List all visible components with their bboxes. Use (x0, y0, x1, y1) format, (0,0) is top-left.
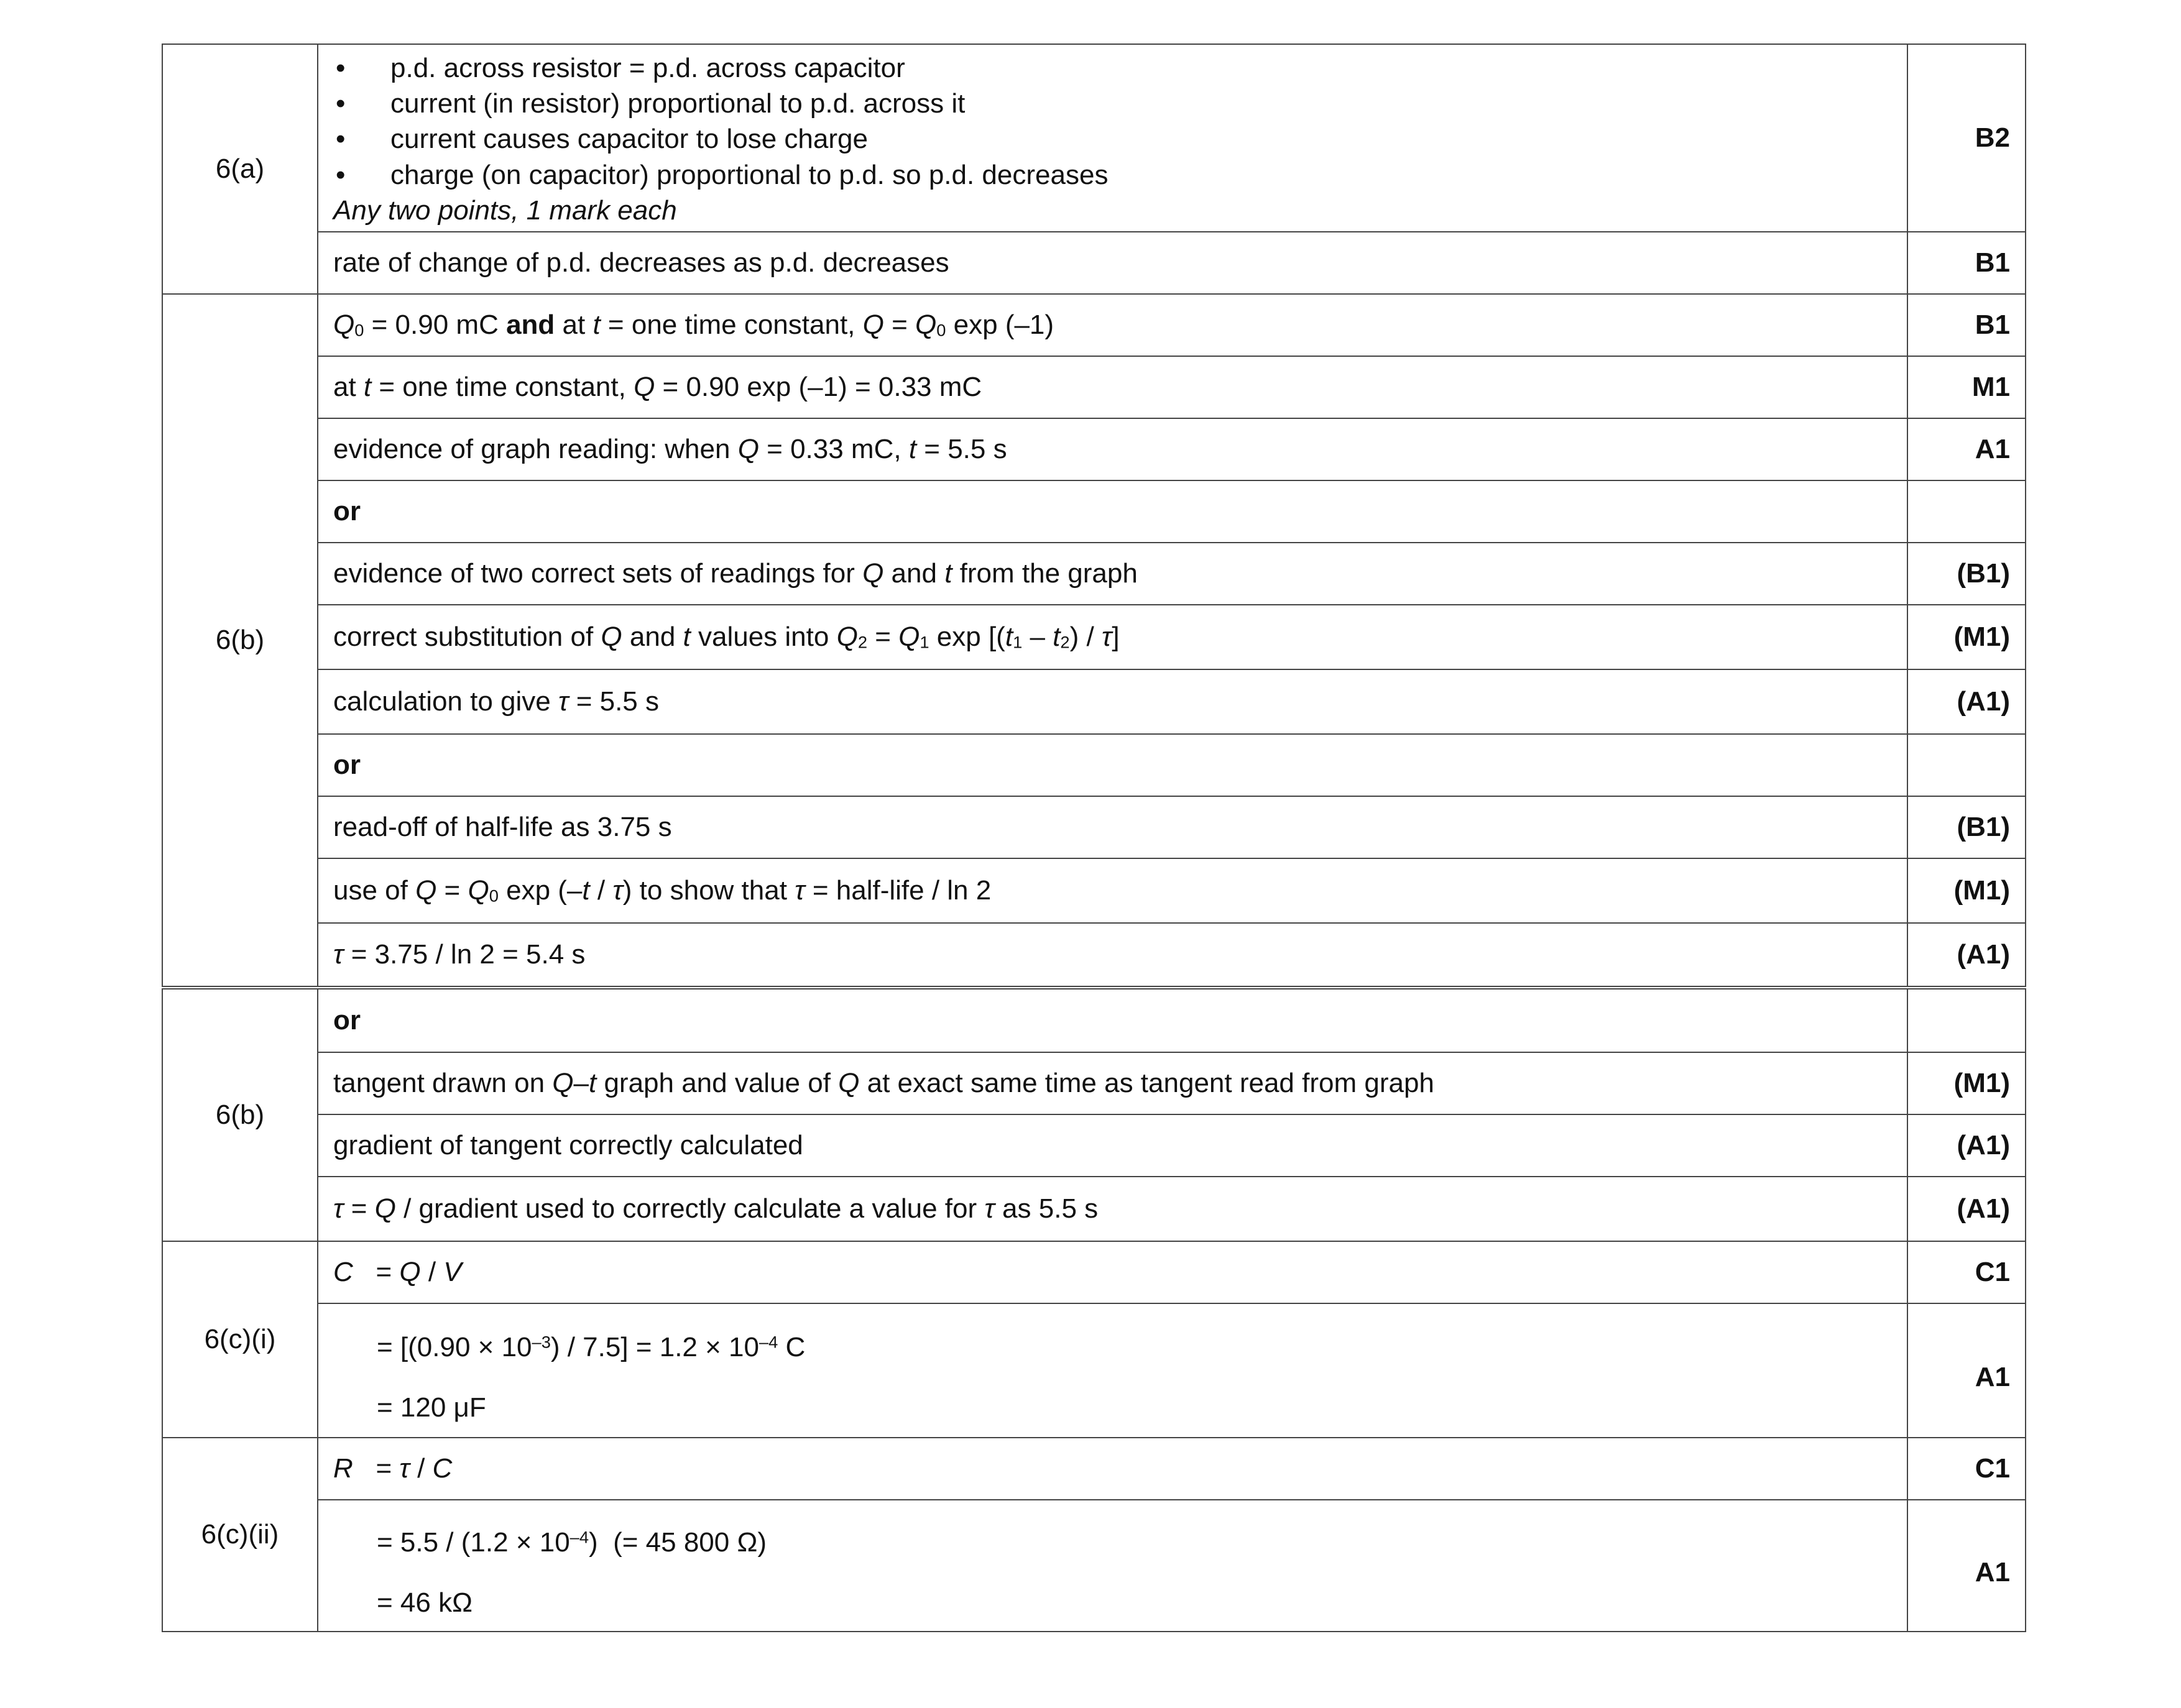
table-row (162, 858, 2026, 923)
table-row (162, 988, 2026, 1052)
answer-cell: at t = one time constant, Q = 0.90 exp (–1) = 0.33 mC (318, 356, 1907, 418)
mark-cell: (A1) (1907, 923, 2026, 988)
mark-cell: A1 (1907, 1500, 2026, 1632)
mark-cell: (M1) (1907, 858, 2026, 923)
mark-cell: (B1) (1907, 796, 2026, 858)
answer-cell: $Q_0 = 0.90$ mC and at t = one time constant, $Q = Q_0$ exp (–1) (318, 294, 1907, 356)
or-separator: or (318, 480, 1907, 543)
table-row (162, 44, 2026, 232)
mark-cell: M1 (1907, 356, 2026, 418)
answer-cell (318, 44, 1907, 232)
or-separator: or (318, 734, 1907, 796)
mark-cell: B1 (1907, 294, 2026, 356)
answer-cell: correct substitution of Q and t values into $Q_2 = Q_1$ $\exp [(t_1 - t_2) / \tau]$ (318, 605, 1907, 669)
answer-cell: C = Q / V (318, 1241, 1907, 1303)
table-row (162, 1500, 2026, 1632)
table-row (162, 669, 2026, 734)
mark-cell: C1 (1907, 1241, 2026, 1303)
answer-cell: read-off of half-life as 3.75 s (318, 796, 1907, 858)
mark-cell: B1 (1907, 232, 2026, 294)
table-row (162, 543, 2026, 605)
mark-cell: (A1) (1907, 669, 2026, 734)
answer-cell: evidence of two correct sets of readings for Q and t from the graph (318, 543, 1907, 605)
answer-cell: gradient of tangent correctly calculated (318, 1114, 1907, 1177)
table-row (162, 1303, 2026, 1438)
table-row (162, 480, 2026, 543)
mark-cell: B2 (1907, 44, 2026, 232)
table-row (162, 418, 2026, 480)
table-row (162, 1052, 2026, 1114)
answer-cell: tangent drawn on Q–t graph and value of Q at exact same time as tangent read from graph (318, 1052, 1907, 1114)
answer-cell: use of $Q = Q_0$ exp (–t / τ) to show that τ = half-life / ln 2 (318, 858, 1907, 923)
bullet-point: • charge (on capacitor) proportional to p.d. so p.d. decreases (336, 159, 1109, 190)
answer-cell: rate of change of p.d. decreases as p.d. decreases (318, 232, 1907, 294)
bullet-point: • current causes capacitor to lose charge (336, 124, 868, 155)
answer-cell: calculation to give τ = 5.5 s (318, 669, 1907, 734)
table-row (162, 923, 2026, 988)
bullet-point: • p.d. across resistor = p.d. across capacitor (336, 53, 905, 84)
mark-cell: A1 (1907, 1303, 2026, 1438)
answer-cell: R = τ / C (318, 1438, 1907, 1500)
question-number: 6(c)(i) (162, 1241, 318, 1438)
mark-cell: (B1) (1907, 543, 2026, 605)
table-row (162, 1177, 2026, 1241)
question-number: 6(c)(ii) (162, 1438, 318, 1632)
mark-cell: (A1) (1907, 1177, 2026, 1241)
table-row (162, 1438, 2026, 1500)
answer-cell: τ = 3.75 / ln 2 = 5.4 s (318, 923, 1907, 988)
table-row (162, 796, 2026, 858)
table-row (162, 734, 2026, 796)
mark-cell (1907, 480, 2026, 543)
table-row (162, 294, 2026, 356)
table-row (162, 1114, 2026, 1177)
table-row (162, 605, 2026, 669)
table-row (162, 232, 2026, 294)
mark-cell: (M1) (1907, 605, 2026, 669)
answer-cell: evidence of graph reading: when Q = 0.33 mC, t = 5.5 s (318, 418, 1907, 480)
answer-cell: τ = Q / gradient used to correctly calculate a value for τ as 5.5 s (318, 1177, 1907, 1241)
marking-note: Any two points, 1 mark each (333, 195, 677, 226)
mark-cell: A1 (1907, 418, 2026, 480)
mark-cell: (A1) (1907, 1114, 2026, 1177)
mark-cell (1907, 988, 2026, 1052)
bullet-point: • current (in resistor) proportional to p.d. across it (336, 88, 966, 119)
answer-cell: = $[(0.90 \times 10^{-3}) / 7.5] = 1.2 \times 10^{-4}$ C = 120 μF (318, 1303, 1907, 1438)
mark-scheme-table (162, 44, 2026, 1632)
question-number: 6(b) (162, 988, 318, 1241)
table-row (162, 1241, 2026, 1303)
table-row (162, 356, 2026, 418)
mark-cell: (M1) (1907, 1052, 2026, 1114)
mark-cell: C1 (1907, 1438, 2026, 1500)
question-number: 6(a) (162, 44, 318, 294)
mark-cell (1907, 734, 2026, 796)
answer-cell: = $5.5 / (1.2 \times 10^{-4})$ (= 45 800 Ω) = 46 kΩ (318, 1500, 1907, 1632)
question-number: 6(b) (162, 294, 318, 988)
or-separator: or (318, 988, 1907, 1052)
